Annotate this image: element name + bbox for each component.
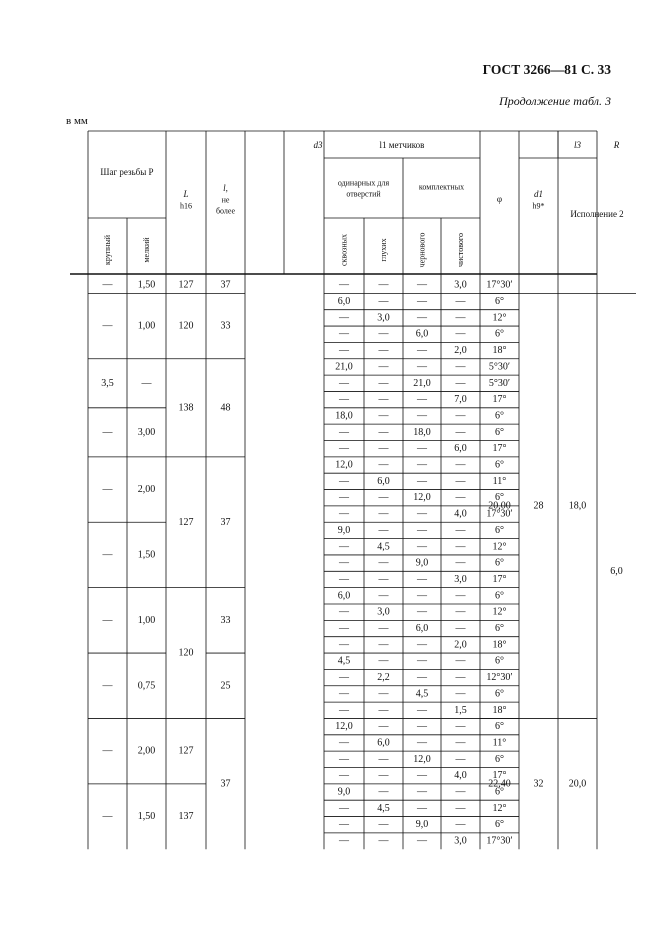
table-cell: 6°	[495, 328, 504, 340]
table-cell: —	[455, 361, 466, 373]
table-cell: 12°	[492, 541, 507, 553]
table-cell: —	[417, 770, 427, 782]
table-cell: 6°	[495, 721, 504, 733]
table-cell: —	[455, 557, 466, 569]
table-cell: 6°	[495, 557, 504, 569]
table-cell: 5°30′	[488, 377, 511, 389]
l-cell: 25	[220, 680, 231, 692]
table-cell: —	[455, 737, 466, 749]
table-cell: 12,0	[413, 753, 431, 765]
table-cell: —	[339, 672, 349, 684]
coarse-step-cell: —	[102, 279, 113, 291]
table-cell: 11°	[492, 475, 507, 487]
table-cell: —	[339, 737, 349, 749]
table-cell: —	[455, 688, 466, 700]
table-cell: —	[339, 541, 349, 553]
table-cell: 17°	[492, 573, 507, 585]
coarse-step-cell: —	[102, 811, 113, 823]
table-cell: 6°	[495, 590, 504, 602]
table-cell: 6°	[495, 819, 504, 831]
table-cell: —	[339, 573, 349, 585]
table-cell: —	[378, 753, 389, 765]
table-cell: —	[417, 279, 427, 291]
header-L: L	[183, 189, 189, 199]
fine-step-cell: —	[141, 377, 152, 389]
table-cell: —	[455, 328, 466, 340]
table-cell: —	[417, 345, 427, 357]
table-cell: 12,0	[413, 492, 431, 504]
table-cell: —	[455, 590, 466, 602]
l3-cell: 32	[533, 778, 544, 790]
d3-cell: 18,0	[568, 500, 587, 512]
header-d1: d1	[534, 189, 543, 199]
table-cell: 6°	[495, 786, 504, 798]
table-cell: 2,0	[454, 639, 467, 651]
table-cell: —	[378, 492, 389, 504]
table-cell: 9,0	[337, 786, 351, 798]
table-cell: 4,5	[337, 655, 351, 667]
table-cell: 6°	[495, 459, 504, 471]
table-cell: —	[378, 573, 389, 585]
table-cell: 6°	[495, 492, 504, 504]
table-cell: —	[378, 623, 389, 635]
table-cell: —	[455, 426, 466, 438]
table-cell: —	[378, 328, 389, 340]
header-l-more: более	[215, 206, 236, 216]
L-cell: 138	[178, 402, 194, 414]
L-cell: 120	[178, 320, 194, 332]
table-cell: —	[378, 443, 389, 455]
table-cell: 6°	[495, 296, 504, 308]
table-cell: 12°30′	[486, 672, 513, 684]
table-cell: —	[455, 623, 466, 635]
table-cell: —	[417, 524, 427, 536]
header-through: сквозных	[339, 234, 349, 266]
l-cell: 37	[220, 778, 231, 790]
table-cell: 2,2	[377, 672, 390, 684]
table-cell: —	[378, 279, 389, 291]
header-phi: φ	[496, 194, 503, 204]
table-cell: —	[417, 394, 427, 406]
table-cell: —	[339, 753, 349, 765]
table-cell: 6°	[495, 524, 504, 536]
table-cell: —	[417, 296, 427, 308]
d3-cell: 20,0	[568, 778, 587, 790]
header-fine: мелкий	[142, 237, 151, 263]
table-cell: —	[378, 721, 389, 733]
table-cell: —	[455, 377, 466, 389]
table-cell: —	[417, 704, 427, 716]
header-d1-tolerance: h9*	[532, 201, 545, 211]
table-cell: —	[455, 296, 466, 308]
table-cell: —	[339, 492, 349, 504]
table-cell: —	[378, 557, 389, 569]
header-l: l,	[223, 183, 228, 193]
table-cell: 17°	[492, 443, 507, 455]
table-cell: —	[378, 296, 389, 308]
table-cell: 6°	[495, 655, 504, 667]
table-cell: —	[455, 410, 466, 422]
table-cell: —	[378, 704, 389, 716]
table-cell: —	[339, 704, 349, 716]
table-cell: —	[455, 721, 466, 733]
header-single-2: отверстий	[346, 189, 381, 199]
table-cell: 12°	[492, 606, 507, 618]
table-cell: 3,0	[454, 573, 467, 585]
table-cell: 12°	[492, 312, 507, 324]
table-cell: —	[339, 443, 349, 455]
document-title: ГОСТ 3266—81 С. 33	[482, 62, 611, 77]
table-cell: 6,0	[415, 623, 429, 635]
table-cell: —	[378, 688, 389, 700]
table-cell: 1,5	[454, 704, 467, 716]
table-cell: —	[378, 459, 389, 471]
coarse-step-cell: —	[102, 426, 113, 438]
table-cell: 6,0	[337, 296, 351, 308]
table-cell: 7,0	[454, 394, 467, 406]
table-cell: 3,0	[377, 312, 390, 324]
table-cell: —	[339, 279, 349, 291]
table-cell: 17°	[492, 770, 507, 782]
table-cell: —	[378, 345, 389, 357]
l-cell: 33	[220, 614, 231, 626]
table-cell: 18°	[492, 704, 507, 716]
table-cell: 6°	[495, 410, 504, 422]
table-cell: —	[417, 541, 427, 553]
table-cell: 3,0	[454, 835, 467, 847]
table-cell: —	[339, 623, 349, 635]
table-cell: —	[455, 524, 466, 536]
table-cell: 12,0	[335, 721, 353, 733]
table-cell: 6°	[495, 426, 504, 438]
table-cell: 4,0	[454, 770, 467, 782]
table-cell: —	[417, 573, 427, 585]
table-cell: 21,0	[413, 377, 431, 389]
table-cell: —	[417, 655, 427, 667]
table-cell: 4,5	[377, 541, 390, 553]
table-cell: —	[417, 312, 427, 324]
coarse-step-cell: —	[102, 745, 113, 757]
table-cell: 6,0	[454, 443, 467, 455]
coarse-step-cell: 3,5	[101, 377, 114, 389]
table-cell: —	[417, 802, 427, 814]
table-cell: —	[455, 753, 466, 765]
table-cell: —	[339, 688, 349, 700]
L-cell: 120	[178, 647, 194, 659]
table-cell: —	[455, 475, 466, 487]
table-cell: —	[339, 475, 349, 487]
table-cell: —	[417, 721, 427, 733]
header-d3: d3	[313, 140, 323, 150]
table-cell: 3,0	[377, 606, 390, 618]
table-cell: —	[455, 655, 466, 667]
table-cell: —	[417, 786, 427, 798]
table-cell: —	[339, 557, 349, 569]
coarse-step-cell: —	[102, 614, 113, 626]
table-cell: 12,0	[335, 459, 353, 471]
table-cell: —	[417, 590, 427, 602]
header-complete: комплектных	[418, 182, 465, 192]
table-cell: 17°30′	[486, 508, 513, 520]
table-cell: —	[339, 606, 349, 618]
table-cell: —	[455, 312, 466, 324]
l3-cell: 28	[533, 500, 544, 512]
R-cell: 6,0	[610, 565, 623, 577]
fine-step-cell: 1,50	[137, 549, 156, 561]
table-cell: 9,0	[337, 524, 351, 536]
table-cell: —	[417, 672, 427, 684]
header-single-1: одинарных для	[337, 178, 390, 188]
table-cell: 9,0	[415, 557, 429, 569]
fine-step-cell: 1,00	[137, 614, 156, 626]
table-cell: —	[455, 541, 466, 553]
table-cell: 12°	[492, 802, 507, 814]
table-cell: —	[378, 508, 389, 520]
table-cell: —	[339, 770, 349, 782]
fine-step-cell: 2,00	[137, 745, 156, 757]
table-cell: —	[378, 835, 389, 847]
table-cell: —	[378, 770, 389, 782]
table-cell: 6,0	[415, 328, 429, 340]
table-cell: 9,0	[415, 819, 429, 831]
table-cell: 17°30′	[486, 835, 513, 847]
l-cell: 37	[220, 279, 231, 291]
table-cell: 6°	[495, 753, 504, 765]
table-cell: —	[339, 819, 349, 831]
header-rough: чернового	[417, 232, 427, 268]
header-coarse: крупный	[103, 235, 112, 265]
header-l-not: не	[221, 195, 230, 205]
table-cell: —	[455, 672, 466, 684]
d1-cell: 20,00	[488, 500, 511, 512]
table-cell: 4,5	[377, 802, 390, 814]
L-cell: 127	[178, 516, 194, 528]
table-cell: —	[378, 377, 389, 389]
table-cell: —	[339, 394, 349, 406]
table-cell: —	[378, 410, 389, 422]
header-R: R	[613, 140, 620, 150]
table-cell: —	[417, 410, 427, 422]
table-cell: —	[378, 524, 389, 536]
fine-step-cell: 1,50	[137, 811, 156, 823]
table-cell: —	[455, 786, 466, 798]
coarse-step-cell: —	[102, 680, 113, 692]
header-blind: глухих	[379, 238, 388, 262]
table-cell: 17°	[492, 394, 507, 406]
table-continuation-label: Продолжение табл. 3	[499, 94, 611, 108]
table-cell: —	[378, 426, 389, 438]
table-cell: —	[378, 394, 389, 406]
table-cell: 6,0	[377, 737, 390, 749]
table-cell: —	[339, 508, 349, 520]
coarse-step-cell: —	[102, 320, 113, 332]
table-cell: 6°	[495, 623, 504, 635]
d1-cell: 22,40	[488, 778, 511, 790]
header-thread-step: Шаг резьбы P	[100, 167, 154, 177]
fine-step-cell: 0,75	[137, 680, 156, 692]
fine-step-cell: 1,50	[137, 279, 156, 291]
table-cell: —	[378, 655, 389, 667]
l-cell: 33	[220, 320, 231, 332]
table-cell: —	[417, 459, 427, 471]
table-cell: 6,0	[377, 475, 390, 487]
table-cell: —	[417, 508, 427, 520]
table-cell: —	[417, 835, 427, 847]
table-cell: —	[455, 802, 466, 814]
table-cell: —	[378, 819, 389, 831]
table-cell: —	[378, 590, 389, 602]
l-cell: 37	[220, 516, 231, 528]
header-execution: Исполнение 2	[570, 209, 624, 219]
table-cell: —	[339, 328, 349, 340]
L-cell: 127	[178, 279, 194, 291]
table-cell: 18,0	[335, 410, 353, 422]
table-cell: —	[455, 606, 466, 618]
coarse-step-cell: —	[102, 549, 113, 561]
table-cell: 18°	[492, 345, 507, 357]
table-cell: 17°30′	[486, 279, 513, 291]
table-cell: —	[417, 606, 427, 618]
header-l3: l3	[573, 140, 582, 150]
header-l1-taps: l1 метчиков	[379, 140, 425, 150]
table-cell: 11°	[492, 737, 507, 749]
table-cell: 18,0	[413, 426, 431, 438]
L-cell: 137	[178, 811, 194, 823]
unit-label: в мм	[66, 115, 88, 127]
table-cell: —	[455, 492, 466, 504]
table-cell: 2,0	[454, 345, 467, 357]
table-cell: 18°	[492, 639, 507, 651]
table-cell: —	[417, 737, 427, 749]
table-cell: —	[339, 345, 349, 357]
table-cell: 6,0	[337, 590, 351, 602]
table-cell: —	[378, 361, 389, 373]
header-L-tolerance: h16	[180, 201, 192, 211]
fine-step-cell: 1,00	[137, 320, 156, 332]
table-cell: —	[455, 459, 466, 471]
table-cell: —	[417, 361, 427, 373]
table-cell: 4,0	[454, 508, 467, 520]
fine-step-cell: 3,00	[137, 426, 156, 438]
table-cell: —	[417, 443, 427, 455]
table-cell: 3,0	[454, 279, 467, 291]
table-cell: —	[339, 639, 349, 651]
table-cell: 5°30′	[488, 361, 511, 373]
table-cell: —	[339, 312, 349, 324]
table-cell: 4,5	[415, 688, 429, 700]
table-cell: —	[339, 835, 349, 847]
table-cell: —	[339, 377, 349, 389]
table-cell: 6°	[495, 688, 504, 700]
table-cell: —	[339, 426, 349, 438]
table-cell: —	[339, 802, 349, 814]
table-cell: —	[378, 639, 389, 651]
l-cell: 48	[220, 402, 231, 414]
coarse-step-cell: —	[102, 484, 113, 496]
L-cell: 127	[178, 745, 194, 757]
table-cell: —	[378, 786, 389, 798]
table-cell: 21,0	[335, 361, 353, 373]
table-cell: —	[417, 639, 427, 651]
fine-step-cell: 2,00	[137, 484, 156, 496]
table-cell: —	[417, 475, 427, 487]
header-finish: чистового	[456, 232, 465, 268]
table-cell: —	[455, 819, 466, 831]
